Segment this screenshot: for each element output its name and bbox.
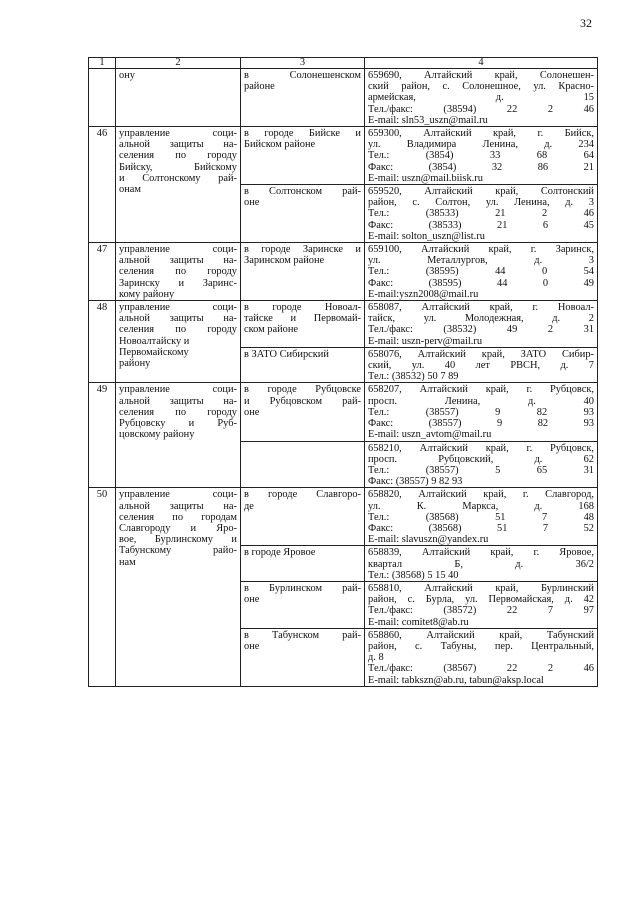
contact-cell: [365, 628, 598, 686]
area-cell: [241, 185, 365, 243]
department-line: альной защиты на-: [119, 255, 237, 267]
department-line: селения по городу: [119, 266, 237, 278]
area-cell: [241, 347, 365, 383]
row-number: 47: [96, 244, 108, 256]
area-line: в городе Славгоро-: [244, 489, 361, 501]
contact-line: просп. Ленина, д. 40: [368, 395, 594, 407]
contact-line: 658860, Алтайский край, Табунский: [368, 629, 594, 641]
contact-line: E-mail: slavuszn@yandex.ru: [368, 534, 489, 546]
contact-line: Тел./факс: (38572) 22 7 97: [368, 605, 594, 617]
department-cell: [116, 69, 241, 127]
contact-line: Тел.: (38568) 5 15 40: [368, 569, 459, 581]
contact-cell: [365, 441, 598, 488]
contact-line: E-mail:yszn2008@mail.ru: [368, 288, 479, 300]
contact-line: Тел.: (38533) 21 2 46: [368, 208, 594, 220]
department-line: управление соци-: [119, 489, 237, 501]
row-number-cell: [89, 243, 116, 301]
contact-line: Тел.: (38557) 9 82 93: [368, 406, 594, 418]
department-line: Первомайскому: [119, 346, 189, 358]
contact-line: Факс: (38533) 21 6 45: [368, 219, 594, 231]
contact-cell: [365, 69, 598, 127]
contact-line: 659300, Алтайский край, г. Бийск,: [368, 128, 594, 140]
contact-line: Факс: (38557) 9 82 93: [368, 476, 463, 488]
contact-line: Тел.: (38568) 51 7 48: [368, 511, 594, 523]
table-row: [89, 243, 598, 301]
contact-line: Тел./факс: (38532) 49 2 31: [368, 324, 594, 336]
area-line: в городе Рубцовске: [244, 384, 361, 396]
contact-line: 658810, Алтайский край, Бурлинский: [368, 582, 594, 594]
row-number: 50: [96, 489, 108, 501]
department-line: альной защиты на-: [119, 395, 237, 407]
area-line: в Солонешенском: [244, 70, 361, 81]
area-line: Заринском районе: [244, 255, 325, 267]
area-line: и Рубцовском рай-: [244, 395, 361, 407]
contact-cell: [365, 301, 598, 348]
area-line: в городе Бийске и: [244, 128, 361, 140]
column-number: 2: [116, 58, 241, 69]
contact-line: Тел.: (38532) 50 7 89: [368, 371, 459, 383]
contact-line: ский район, с. Солонешное, ул. Красно-: [368, 81, 594, 93]
contact-line: ул. Владимира Ленина, д. 234: [368, 139, 594, 151]
row-number: 46: [96, 128, 108, 140]
contact-line: Факс: (38557) 9 82 93: [368, 418, 594, 430]
contact-line: ский, ул. 40 лет РВСН, д. 7: [368, 360, 594, 372]
contact-line: Тел.: (3854) 33 68 64: [368, 150, 594, 162]
area-cell: [241, 69, 365, 127]
contact-cell: [365, 488, 598, 546]
contact-line: д. 8: [368, 652, 384, 664]
department-line: вое, Бурлинскому и: [119, 534, 237, 546]
department-cell: [116, 383, 241, 488]
table-body: [89, 58, 598, 687]
area-cell: [241, 546, 365, 582]
contact-line: E-mail: uszn-perv@mail.ru: [368, 335, 483, 347]
department-line: управление соци-: [119, 244, 237, 256]
department-line: цовскому району: [119, 429, 195, 441]
table-row: [89, 301, 598, 348]
contact-line: Факс: (38568) 51 7 52: [368, 522, 594, 534]
contact-cell: [365, 127, 598, 185]
row-number: 48: [96, 302, 108, 314]
contact-line: Факс: (38595) 44 0 49: [368, 277, 594, 289]
contact-line: 658207, Алтайский край, г. Рубцовск,: [368, 384, 594, 396]
area-line: оне: [244, 197, 260, 209]
department-cell: [116, 243, 241, 301]
department-line: селения по городу: [119, 406, 237, 418]
contact-line: E-mail: tabkszn@ab.ru, tabun@aksp.local: [368, 674, 544, 686]
table-row: [89, 383, 598, 441]
area-line: тайске и Первомай-: [244, 313, 361, 325]
department-line: Рубцовску и Руб-: [119, 418, 237, 430]
area-cell: [241, 441, 365, 488]
contact-cell: [365, 383, 598, 441]
contact-line: E-mail: sln53_uszn@mail.ru: [368, 114, 488, 126]
contact-line: армейская, д. 15: [368, 92, 594, 104]
row-number-cell: [89, 301, 116, 383]
department-line: кому району: [119, 288, 175, 300]
department-line: Заринску и Заринс-: [119, 277, 237, 289]
department-line: управление соци-: [119, 384, 237, 396]
area-line: оне: [244, 640, 260, 652]
contact-line: E-mail: comitet8@ab.ru: [368, 616, 469, 628]
table-row: [89, 488, 598, 546]
area-cell: [241, 488, 365, 546]
contact-line: 659520, Алтайский край, Солтонский: [368, 186, 594, 198]
contact-cell: [365, 185, 598, 243]
contact-line: квартал Б, д. 36/2: [368, 558, 594, 570]
area-line: оне: [244, 406, 260, 418]
column-number: 4: [365, 58, 598, 69]
contact-line: район, с. Солтон, ул. Ленина, д. 3: [368, 197, 594, 209]
department-line: Бийску, Бийскому: [119, 161, 237, 173]
area-line: в ЗАТО Сибирский: [244, 348, 329, 360]
department-line: и Солтонскому рай-: [119, 172, 237, 184]
page-number: 32: [580, 16, 592, 30]
contact-line: район, с. Бурла, ул. Первомайская, д. 42: [368, 594, 594, 606]
area-cell: [241, 301, 365, 348]
department-line: ону: [119, 70, 135, 81]
department-cell: [116, 127, 241, 243]
contact-line: ул. Металлургов, д. 3: [368, 255, 594, 267]
column-number-row: [89, 58, 598, 69]
contact-line: 659100, Алтайский край, г. Заринск,: [368, 244, 594, 256]
contact-line: 658839, Алтайский край, г. Яровое,: [368, 547, 594, 559]
department-line: альной защиты на-: [119, 313, 237, 325]
contact-line: тайск, ул. Молодежная, д. 2: [368, 313, 594, 325]
department-line: управление соци-: [119, 128, 237, 140]
column-number: 3: [241, 58, 365, 69]
row-number-cell: [89, 488, 116, 686]
contact-line: Тел./факс: (38567) 22 2 46: [368, 663, 594, 675]
contact-cell: [365, 546, 598, 582]
table-row: [89, 69, 598, 127]
department-line: селения по городам: [119, 511, 237, 523]
area-line: ском районе: [244, 324, 299, 336]
contact-line: 659690, Алтайский край, Солонешен-: [368, 70, 594, 81]
contact-line: ул. К. Маркса, д. 168: [368, 500, 594, 512]
contact-line: E-mail: uszn_avtom@mail.ru: [368, 429, 492, 441]
department-cell: [116, 488, 241, 686]
area-cell: [241, 581, 365, 628]
social-protection-directory-table: [88, 57, 598, 687]
department-line: онам: [119, 184, 141, 196]
department-line: управление соци-: [119, 302, 237, 314]
area-line: в Бурлинском рай-: [244, 582, 361, 594]
contact-line: E-mail: uszn@mail.biisk.ru: [368, 172, 483, 184]
contact-line: Факс: (3854) 32 86 21: [368, 161, 594, 173]
department-line: альной защиты на-: [119, 500, 237, 512]
department-line: Новоалтайску и: [119, 335, 190, 347]
contact-line: Тел./факс: (38594) 22 2 46: [368, 103, 594, 115]
area-line: в городе Новоал-: [244, 302, 361, 314]
area-line: в городе Яровое: [244, 547, 316, 559]
area-line: в Табунском рай-: [244, 629, 361, 641]
contact-line: 658210, Алтайский край, г. Рубцовск,: [368, 442, 594, 454]
area-cell: [241, 628, 365, 686]
contact-cell: [365, 581, 598, 628]
area-cell: [241, 127, 365, 185]
contact-line: район, с. Табуны, пер. Центральный,: [368, 640, 594, 652]
contact-line: Тел.: (38595) 44 0 54: [368, 266, 594, 278]
contact-line: E-mail: solton_uszn@list.ru: [368, 230, 485, 242]
department-line: селения по городу: [119, 150, 237, 162]
row-number-cell: [89, 383, 116, 488]
department-line: району: [119, 358, 151, 370]
department-line: нам: [119, 556, 136, 568]
contact-line: 658820, Алтайский край, г. Славгород,: [368, 489, 594, 501]
row-number-cell: [89, 69, 116, 127]
contact-line: 658076, Алтайский край, ЗАТО Сибир-: [368, 348, 594, 360]
area-line: в Солтонском рай-: [244, 186, 361, 198]
area-line: районе: [244, 81, 275, 93]
contact-line: 658087, Алтайский край, г. Новоал-: [368, 302, 594, 314]
department-line: селения по городу: [119, 324, 237, 336]
row-number: 49: [96, 384, 108, 396]
area-cell: [241, 383, 365, 441]
department-line: Славгороду и Яро-: [119, 522, 237, 534]
department-line: Табунскому райо-: [119, 545, 237, 557]
contact-cell: [365, 243, 598, 301]
contact-cell: [365, 347, 598, 383]
contact-line: просп. Рубцовский, д. 62: [368, 453, 594, 465]
area-line: де: [244, 500, 254, 512]
area-cell: [241, 243, 365, 301]
department-cell: [116, 301, 241, 383]
contact-line: Тел.: (38557) 5 65 31: [368, 464, 594, 476]
column-number: 1: [89, 58, 116, 69]
row-number-cell: [89, 127, 116, 243]
area-line: в городе Заринске и: [244, 244, 361, 256]
area-line: оне: [244, 594, 260, 606]
department-line: альной защиты на-: [119, 139, 237, 151]
area-line: Бийском районе: [244, 139, 316, 151]
table-row: [89, 127, 598, 185]
